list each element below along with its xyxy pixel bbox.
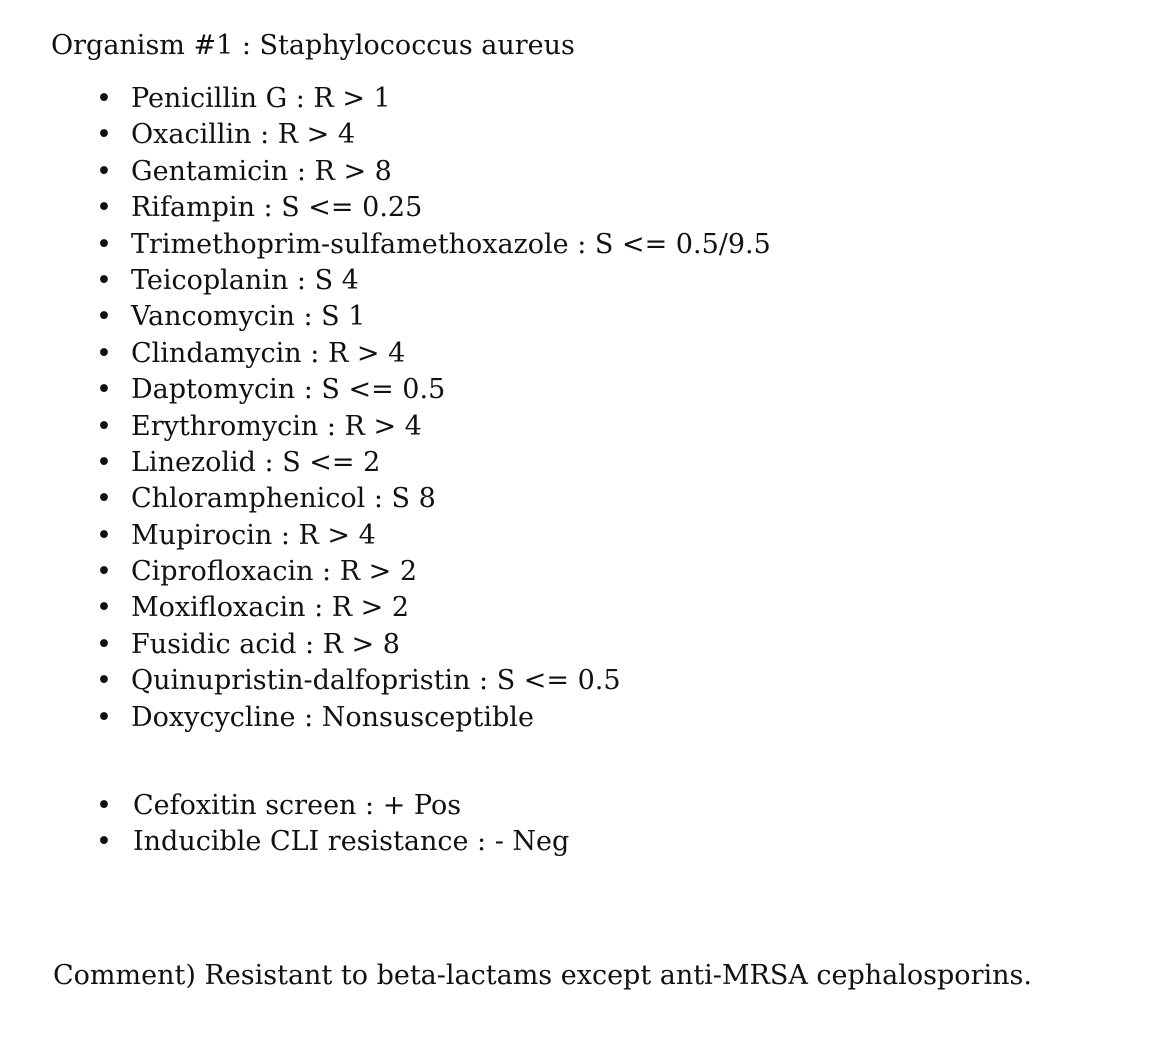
antibiotic-result: Penicillin G : R > 1 — [131, 83, 391, 114]
bullet-icon: • — [96, 826, 112, 858]
antibiotic-result: Doxycycline : Nonsusceptible — [131, 701, 534, 733]
organism-title: Organism #1 : Staphylococcus aureus — [51, 30, 575, 61]
comment-text: Comment) Resistant to beta-lactams except anti-MRSA cephalosporins. — [53, 960, 1032, 991]
bullet-icon: • — [96, 790, 112, 821]
bullet-icon: • — [96, 337, 112, 369]
bullet-icon: • — [96, 119, 112, 151]
antibiotic-result: Moxifloxacin : R > 2 — [131, 592, 410, 624]
bullet-icon: • — [96, 228, 112, 260]
antibiotic-result: Oxacillin : R > 4 — [131, 119, 356, 151]
antibiotic-result: Rifampin : S <= 0.25 — [131, 192, 423, 224]
antibiotic-result: Erythromycin : R > 4 — [131, 410, 422, 442]
antibiotic-result: Quinupristin-dalfopristin : S <= 0.5 — [131, 665, 621, 697]
bullet-icon: • — [96, 665, 112, 697]
bullet-icon: • — [96, 155, 112, 187]
screen-test-result: Cefoxitin screen : + Pos — [133, 790, 462, 821]
bullet-icon: • — [96, 410, 112, 442]
bullet-icon: • — [96, 556, 112, 588]
antibiotic-result: Mupirocin : R > 4 — [131, 519, 376, 551]
bullet-icon: • — [96, 446, 112, 478]
antibiotic-result: Daptomycin : S <= 0.5 — [131, 374, 446, 406]
antibiotic-result: Chloramphenicol : S 8 — [131, 483, 436, 515]
antibiotic-result: Vancomycin : S 1 — [131, 301, 366, 333]
bullet-icon: • — [96, 592, 112, 624]
antibiotic-result: Linezolid : S <= 2 — [131, 446, 381, 478]
antibiotic-result: Clindamycin : R > 4 — [131, 337, 406, 369]
antibiotic-result: Teicoplanin : S 4 — [131, 264, 359, 296]
antibiotic-result: Ciprofloxacin : R > 2 — [131, 556, 418, 588]
bullet-icon: • — [96, 519, 112, 551]
bullet-icon: • — [96, 192, 112, 224]
antibiotic-result: Fusidic acid : R > 8 — [131, 628, 400, 660]
bullet-icon: • — [96, 483, 112, 515]
bullet-icon: • — [96, 701, 112, 733]
screen-test-result: Inducible CLI resistance : - Neg — [133, 826, 570, 858]
bullet-icon: • — [96, 301, 112, 333]
antibiotic-result: Trimethoprim-sulfamethoxazole : S <= 0.5/9.5 — [131, 228, 771, 260]
bullet-icon: • — [96, 374, 112, 406]
bullet-icon: • — [96, 264, 112, 296]
antibiotic-result: Gentamicin : R > 8 — [131, 155, 392, 187]
bullet-icon: • — [96, 83, 112, 114]
bullet-icon: • — [96, 628, 112, 660]
